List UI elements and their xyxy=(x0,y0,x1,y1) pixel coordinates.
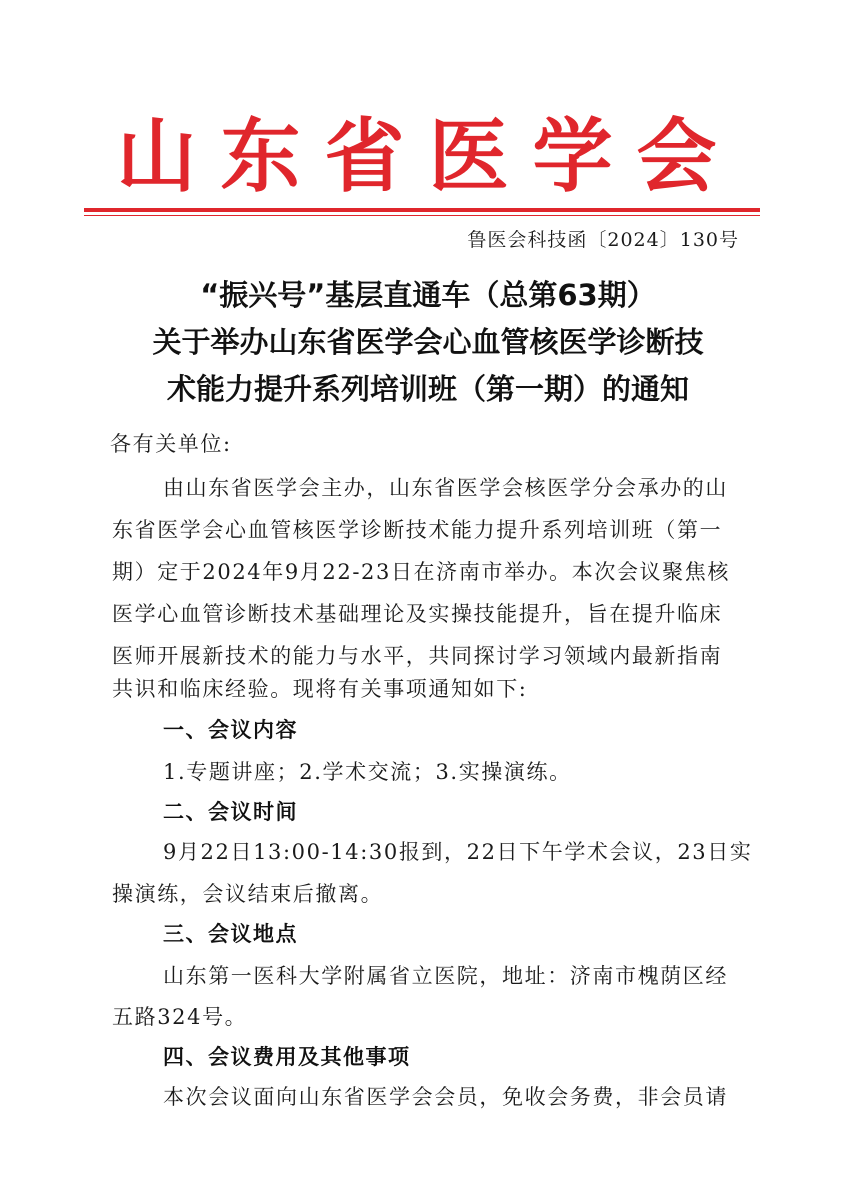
section-heading-meeting-venue: 三、会议地点 xyxy=(163,922,298,946)
letterhead-divider-thin xyxy=(84,215,760,216)
section-text-meeting-venue: 山东第一医科大学附属省立医院，地址：济南市槐荫区经 xyxy=(163,964,728,988)
section-text-meeting-time: 操演练，会议结束后撤离。 xyxy=(112,882,384,906)
title-line-2: 关于举办山东省医学会心血管核医学诊断技 xyxy=(152,325,704,359)
letterhead-divider-thick xyxy=(84,208,760,212)
salutation: 各有关单位: xyxy=(110,432,232,456)
section-heading-meeting-content: 一、会议内容 xyxy=(163,718,298,742)
intro-line: 共识和临床经验。现将有关事项通知如下: xyxy=(112,677,528,701)
section-heading-meeting-time: 二、会议时间 xyxy=(163,800,298,824)
intro-line: 东省医学会心血管核医学诊断技术能力提升系列培训班（第一 xyxy=(112,518,723,542)
organization-letterhead: 山东省医学会 xyxy=(116,109,741,203)
intro-line: 医学心血管诊断技术基础理论及实操技能提升，旨在提升临床 xyxy=(112,602,723,626)
section-text-meeting-venue: 五路324号。 xyxy=(112,1005,248,1029)
intro-line: 由山东省医学会主办，山东省医学会核医学分会承办的山 xyxy=(163,476,728,500)
intro-line: 期）定于2024年9月22-23日在济南市举办。本次会议聚焦核 xyxy=(112,560,730,584)
intro-line: 医师开展新技术的能力与水平，共同探讨学习领域内最新指南 xyxy=(112,644,723,668)
section-text-meeting-time: 9月22日13:00-14:30报到，22日下午学术会议，23日实 xyxy=(163,840,753,864)
title-line-3: 术能力提升系列培训班（第一期）的通知 xyxy=(166,372,689,406)
title-line-1: “振兴号”基层直通车（总第63期） xyxy=(200,278,656,312)
section-text-meeting-content: 1.专题讲座；2.学术交流；3.实操演练。 xyxy=(163,760,572,784)
section-heading-fees: 四、会议费用及其他事项 xyxy=(163,1045,411,1069)
section-text-fees: 本次会议面向山东省医学会会员，免收会务费，非会员请 xyxy=(163,1085,728,1109)
document-number: 鲁医会科技函〔2024〕130号 xyxy=(467,229,739,251)
